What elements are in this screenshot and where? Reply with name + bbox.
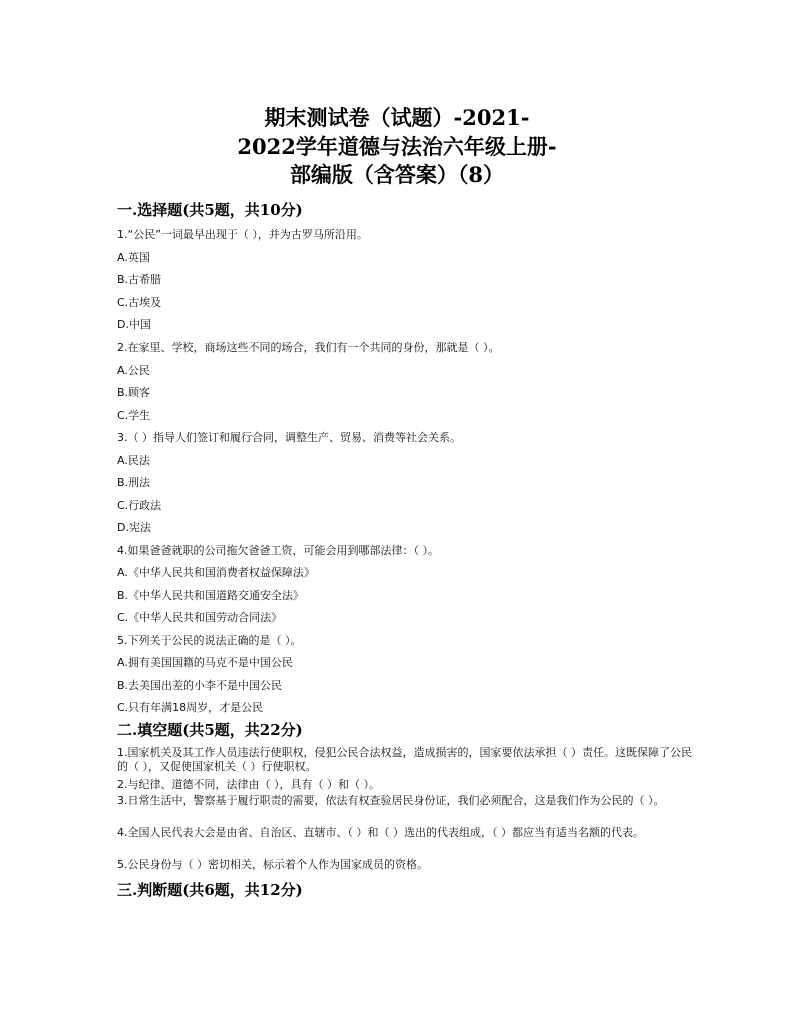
question-stem: 1.“公民”一词最早出现于（ ），并为古罗马所沿用。 (117, 228, 368, 241)
option-d: D.中国 (117, 318, 151, 331)
exam-title-line-2: 2022学年道德与法治六年级上册- (237, 134, 557, 159)
option-c: C.古埃及 (117, 296, 162, 309)
option-c: C.《中华人民共和国劳动合同法》 (117, 611, 283, 624)
question-stem: 3.（ ）指导人们签订和履行合同，调整生产、贸易、消费等社会关系。 (117, 431, 461, 444)
option-b: B.古希腊 (117, 273, 162, 286)
option-a: A.公民 (117, 364, 150, 377)
option-b: B.去美国出差的小李不是中国公民 (117, 679, 283, 692)
option-a: A.拥有美国国籍的马克不是中国公民 (117, 656, 293, 669)
section-heading-fill: 二.填空题(共5题，共22分) (117, 721, 303, 739)
section-heading-choice: 一.选择题(共5题，共10分) (117, 201, 303, 219)
option-c: C.只有年满18周岁，才是公民 (117, 701, 264, 714)
question-stem: 4.如果爸爸就职的公司拖欠爸爸工资，可能会用到哪部法律：（ ）。 (117, 544, 439, 557)
fill-question: 2.与纪律、道德不同，法律由（ ），具有（ ）和（ ）。 (117, 778, 380, 791)
option-a: A.《中华人民共和国消费者权益保障法》 (117, 566, 315, 579)
option-c: C.学生 (117, 409, 151, 422)
question-stem: 5.下列关于公民的说法正确的是（ ）。 (117, 634, 302, 647)
option-a: A.民法 (117, 454, 150, 467)
fill-question: 3.日常生活中，警察基于履行职责的需要，依法有权查验居民身份证，我们必须配合，这是我们作为公民的（ ）。 (117, 794, 665, 807)
option-a: A.英国 (117, 251, 150, 264)
fill-question: 1.国家机关及其工作人员违法行使职权，侵犯公民合法权益，造成损害的，国家要依法承担（ ）责任。这既保障了公民的（ ），又促使国家机关（ ）行使职权。 (117, 746, 692, 773)
section-heading-judge: 三.判断题(共6题，共12分) (117, 881, 303, 899)
option-d: D.宪法 (117, 521, 151, 534)
fill-question: 5.公民身份与（ ）密切相关，标示着个人作为国家成员的资格。 (117, 858, 428, 871)
question-stem: 2.在家里、学校，商场这些不同的场合，我们有一个共同的身份，那就是（ ）。 (117, 341, 500, 354)
exam-title-line-3: 部编版（含答案）（8） (289, 162, 505, 187)
option-b: B.《中华人民共和国道路交通安全法》 (117, 589, 305, 602)
exam-title-line-1: 期末测试卷（试题）-2021- (264, 105, 530, 130)
option-c: C.行政法 (117, 499, 162, 512)
option-b: B.刑法 (117, 476, 151, 489)
fill-question: 4.全国人民代表大会是由省、自治区、直辖市、（ ）和（ ）选出的代表组成，（ ）都应当有适当名额的代表。 (117, 826, 644, 839)
option-b: B.顾客 (117, 386, 151, 399)
